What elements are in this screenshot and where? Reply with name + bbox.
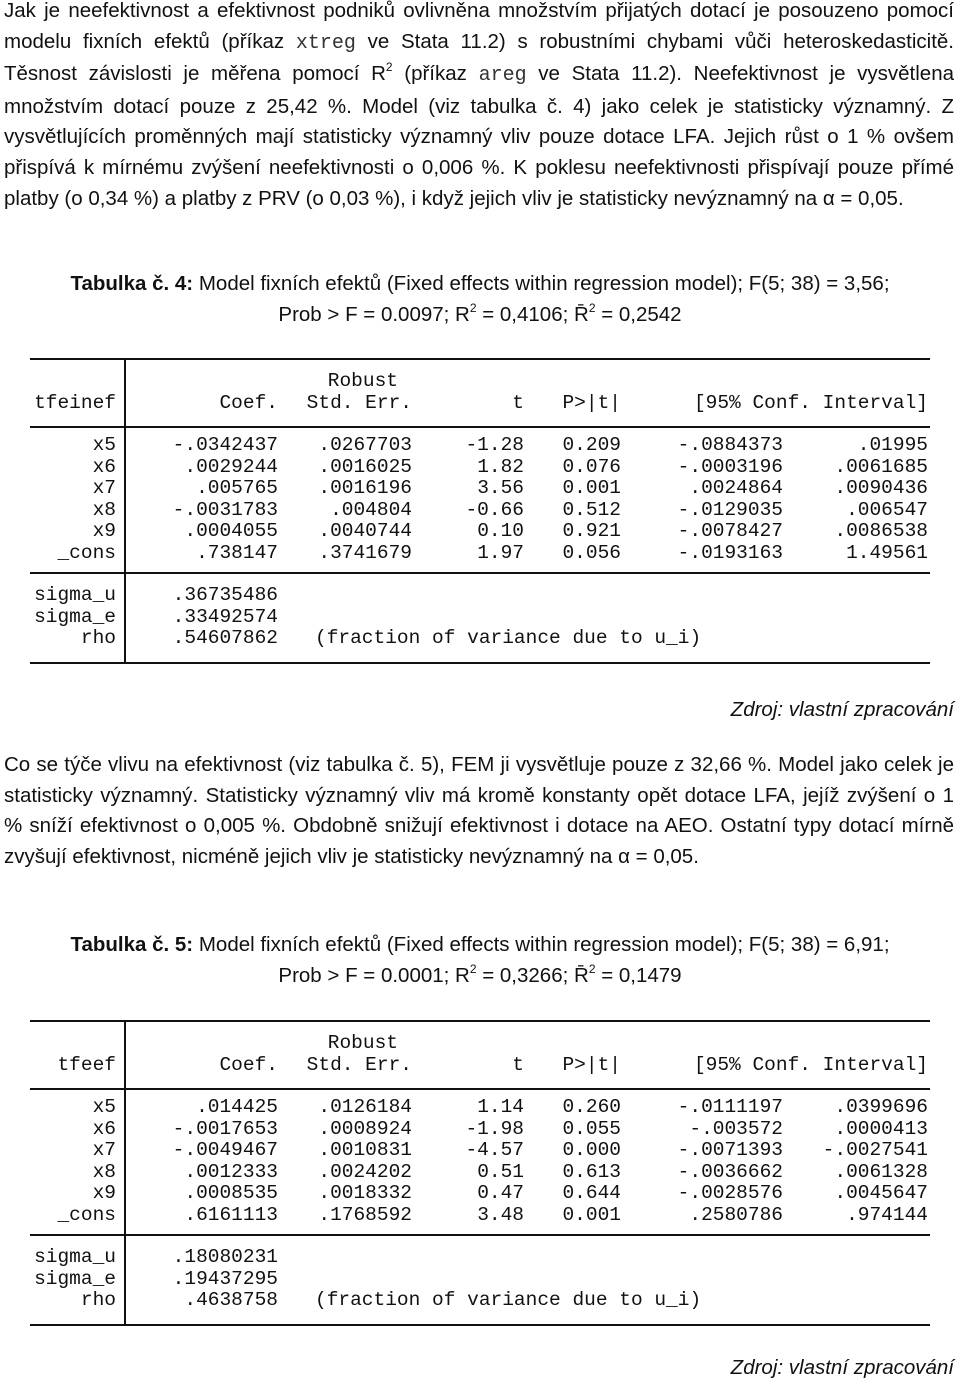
- paragraph-2: [4, 750, 954, 872]
- regression-table: [30, 370, 930, 670]
- table-rule: [30, 662, 930, 664]
- caption-text: Prob > F = 0.0097; R: [278, 303, 470, 326]
- table-rule: [30, 1020, 930, 1022]
- header-se: Std. Err.: [306, 1054, 412, 1076]
- cell-t: -4.57: [465, 1139, 524, 1162]
- cell-hi: .0090436: [834, 477, 928, 500]
- cell-hi: .0000413: [834, 1117, 928, 1140]
- cell-name: _cons: [57, 542, 116, 564]
- cell-coef: .0008535: [184, 1182, 278, 1205]
- caption-text: = 0,2542: [595, 303, 682, 326]
- caption-text: = 0,1479: [595, 964, 682, 987]
- cell-p: 0.512: [562, 498, 621, 521]
- superscript: 2: [588, 301, 596, 315]
- cell-se: .0040744: [318, 520, 412, 543]
- paragraph-text: Jak je neefektivnost a efektivnost podniků ovlivněna množstvím přijatých dotací je posouzeno pomocí modelu fixních efektů (příkaz: [4, 0, 954, 53]
- cell-se: .004804: [330, 498, 412, 521]
- cell-t: -0.66: [465, 498, 524, 521]
- regression-table: [30, 1032, 930, 1332]
- paragraph-text: ve Stata 11.2). Neefektivnost je vysvětlena množstvím dotací pouze z 25,42 %. Model (viz tabulka č. 4) jako celek je statisticky významný. Z vysvětlujících proměnných mají statisticky významný vliv pouze dotace LFA. Jejich růst o 1 % ovšem přispívá k mírnému zvýšení neefektivnosti o 0,006 %. K poklesu neefektivnosti přispívají pouze přímé platby (o 0,34 %) a platby z PRV (o 0,03 %), i když jejich vliv je statisticky nevýznamný na α = 0,05.: [4, 62, 955, 210]
- cell-p: 0.076: [562, 455, 621, 478]
- stat-name: sigma_e: [34, 605, 116, 628]
- cell-t: 1.82: [477, 455, 524, 478]
- cell-lo: -.0078427: [677, 520, 783, 543]
- paragraph-text: Co se týče vlivu na efektivnost (viz tabulka č. 5), FEM ji vysvětluje pouze z 32,66 %. Model jako celek je statisticky významný. Statisticky významný vliv má kromě konstanty opět dotace LFA, jejíž zvýšení o 1 % sníží efektivnost o 0,005 %. Obdobně snižují efektivnost i dotace na AEO. Ostatní typy dotací mírně zvyšují efektivnost, nicméně jejich vliv je statisticky nevýznamný na α = 0,05.: [4, 753, 954, 868]
- cell-coef: .014425: [196, 1096, 278, 1118]
- header-coef: Coef.: [219, 1054, 278, 1076]
- cell-hi: .006547: [846, 498, 928, 521]
- caption-text: = 0,4106; R̄: [476, 303, 589, 326]
- header-name: tfeef: [57, 1054, 116, 1076]
- cell-hi: -.0027541: [822, 1139, 928, 1162]
- cell-se: .0018332: [318, 1182, 412, 1205]
- cell-lo: -.0884373: [677, 434, 783, 456]
- cell-t: -1.28: [465, 434, 524, 456]
- stat-value: .54607862: [172, 627, 278, 650]
- cell-p: 0.000: [562, 1139, 621, 1162]
- header-se: Std. Err.: [306, 392, 412, 414]
- stat-name: rho: [80, 1289, 116, 1312]
- table-rule: [30, 358, 930, 360]
- header-robust-label: Robust: [327, 1032, 398, 1054]
- cell-coef: -.0342437: [172, 434, 278, 456]
- cell-name: _cons: [57, 1204, 116, 1226]
- caption-text: Model fixních efektů (Fixed effects within regression model); F(5; 38) = 6,91;: [193, 933, 890, 956]
- superscript: 2: [469, 301, 477, 315]
- cell-se: .0010831: [318, 1139, 412, 1162]
- cell-p: 0.001: [562, 477, 621, 500]
- cell-name: x7: [92, 477, 116, 500]
- source-note: Zdroj: vlastní zpracování: [730, 698, 954, 721]
- cell-t: 1.97: [477, 542, 524, 564]
- table-rule: [30, 1234, 930, 1236]
- cell-t: -1.98: [465, 1117, 524, 1140]
- stat-name: sigma_u: [34, 1246, 116, 1268]
- cell-t: 3.56: [477, 477, 524, 500]
- table-rule: [30, 1088, 930, 1090]
- header-robust-label: Robust: [327, 370, 398, 392]
- cell-p: 0.209: [562, 434, 621, 456]
- paragraph-text: ve Stata 11.2) s robustními chybami vůči heteroskedasticitě. Těsnost závislosti je měřena pomocí R: [4, 29, 954, 86]
- cell-se: .3741679: [318, 542, 412, 564]
- cell-se: .0024202: [318, 1160, 412, 1183]
- superscript: 2: [469, 962, 477, 976]
- stata-command: xtreg: [295, 31, 356, 55]
- cell-lo: -.0193163: [677, 542, 783, 564]
- cell-hi: .0399696: [834, 1096, 928, 1118]
- cell-name: x6: [92, 1117, 116, 1140]
- cell-coef: .0004055: [184, 520, 278, 543]
- table-rule: [30, 572, 930, 574]
- cell-hi: .974144: [846, 1204, 928, 1226]
- cell-lo: -.0071393: [677, 1139, 783, 1162]
- header-t: t: [512, 1054, 524, 1076]
- caption-label: Tabulka č. 5:: [70, 933, 194, 956]
- caption-label: Tabulka č. 4:: [70, 272, 194, 295]
- cell-name: x8: [92, 498, 116, 521]
- cell-name: x9: [92, 520, 116, 543]
- header-t: t: [512, 392, 524, 414]
- cell-t: 1.14: [477, 1096, 524, 1118]
- superscript: 2: [385, 60, 393, 75]
- column-separator: [124, 358, 126, 664]
- cell-lo: -.0111197: [677, 1096, 783, 1118]
- cell-hi: .0061328: [834, 1160, 928, 1183]
- cell-name: x5: [92, 434, 116, 456]
- cell-lo: -.003572: [689, 1117, 783, 1140]
- table-caption: [0, 929, 960, 991]
- stat-value: .18080231: [172, 1246, 278, 1268]
- table-rule: [30, 426, 930, 428]
- paragraph-1: [4, 0, 954, 214]
- cell-coef: -.0049467: [172, 1139, 278, 1162]
- stat-value: .4638758: [184, 1289, 278, 1312]
- cell-coef: .6161113: [184, 1204, 278, 1226]
- cell-p: 0.921: [562, 520, 621, 543]
- cell-se: .0126184: [318, 1096, 412, 1118]
- cell-coef: .0012333: [184, 1160, 278, 1183]
- cell-lo: -.0028576: [677, 1182, 783, 1205]
- cell-name: x9: [92, 1182, 116, 1205]
- header-ci: [95% Conf. Interval]: [693, 1054, 928, 1076]
- cell-p: 0.644: [562, 1182, 621, 1205]
- cell-lo: -.0003196: [677, 455, 783, 478]
- cell-t: 0.47: [477, 1182, 524, 1205]
- cell-coef: .738147: [196, 542, 278, 564]
- cell-p: 0.056: [562, 542, 621, 564]
- caption-text: = 0,3266; R̄: [476, 964, 589, 987]
- stat-name: rho: [80, 627, 116, 650]
- cell-p: 0.001: [562, 1204, 621, 1226]
- cell-hi: .0086538: [834, 520, 928, 543]
- table-caption: [0, 268, 960, 330]
- cell-se: .1768592: [318, 1204, 412, 1226]
- stata-command: areg: [478, 64, 527, 88]
- cell-name: x5: [92, 1096, 116, 1118]
- cell-t: 0.10: [477, 520, 524, 543]
- cell-hi: .0045647: [834, 1182, 928, 1205]
- cell-name: x6: [92, 455, 116, 478]
- stat-value: .19437295: [172, 1267, 278, 1290]
- cell-coef: -.0017653: [172, 1117, 278, 1140]
- cell-coef: -.0031783: [172, 498, 278, 521]
- cell-hi: .01995: [857, 434, 928, 456]
- paragraph-text: (příkaz: [392, 62, 479, 86]
- cell-se: .0008924: [318, 1117, 412, 1140]
- header-p: P>|t|: [562, 392, 621, 414]
- table-rule: [30, 1324, 930, 1326]
- cell-coef: .0029244: [184, 455, 278, 478]
- source-note: Zdroj: vlastní zpracování: [730, 1356, 954, 1379]
- superscript: 2: [588, 962, 596, 976]
- header-p: P>|t|: [562, 1054, 621, 1076]
- cell-p: 0.055: [562, 1117, 621, 1140]
- cell-lo: .2580786: [689, 1204, 783, 1226]
- stat-note: (fraction of variance due to u_i): [315, 627, 702, 650]
- cell-lo: .0024864: [689, 477, 783, 500]
- cell-lo: -.0036662: [677, 1160, 783, 1183]
- stat-name: sigma_u: [34, 584, 116, 606]
- caption-text: Prob > F = 0.0001; R: [278, 964, 470, 987]
- header-coef: Coef.: [219, 392, 278, 414]
- header-name: tfeinef: [34, 392, 116, 414]
- cell-hi: 1.49561: [846, 542, 928, 564]
- cell-se: .0016025: [318, 455, 412, 478]
- column-separator: [124, 1020, 126, 1326]
- stat-name: sigma_e: [34, 1267, 116, 1290]
- stat-note: (fraction of variance due to u_i): [315, 1289, 702, 1312]
- cell-se: .0016196: [318, 477, 412, 500]
- stat-value: .33492574: [172, 605, 278, 628]
- cell-p: 0.613: [562, 1160, 621, 1183]
- header-ci: [95% Conf. Interval]: [693, 392, 928, 414]
- cell-hi: .0061685: [834, 455, 928, 478]
- cell-coef: .005765: [196, 477, 278, 500]
- cell-t: 3.48: [477, 1204, 524, 1226]
- cell-t: 0.51: [477, 1160, 524, 1183]
- cell-lo: -.0129035: [677, 498, 783, 521]
- cell-p: 0.260: [562, 1096, 621, 1118]
- cell-name: x8: [92, 1160, 116, 1183]
- stat-value: .36735486: [172, 584, 278, 606]
- cell-name: x7: [92, 1139, 116, 1162]
- caption-text: Model fixních efektů (Fixed effects within regression model); F(5; 38) = 3,56;: [193, 272, 890, 295]
- cell-se: .0267703: [318, 434, 412, 456]
